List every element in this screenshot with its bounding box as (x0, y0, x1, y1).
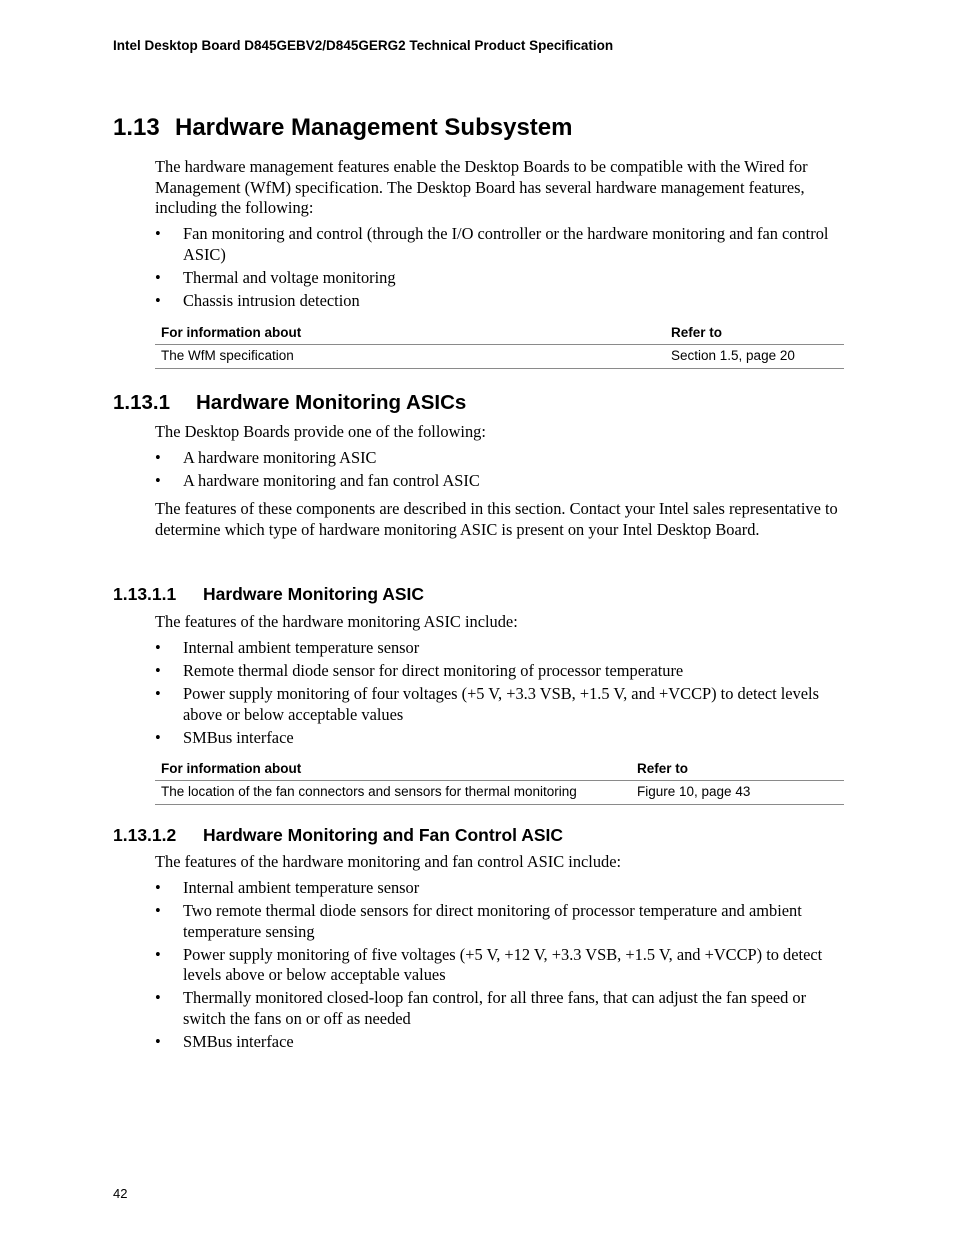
page-number: 42 (113, 1186, 128, 1201)
bullet-icon: • (155, 901, 161, 920)
bullet-icon: • (155, 638, 161, 657)
section-1-13-intro: The hardware management features enable the Desktop Boards to be compatible with the Wired for Management (WfM) specification. The Desktop Board has several hardware management features, including the following: (155, 157, 808, 218)
section-1-13-1-2-bullet-list (155, 878, 845, 1055)
table-row (155, 781, 844, 805)
section-1-13-1-2-intro: The features of the hardware monitoring and fan control ASIC include: (155, 852, 622, 871)
bullet-icon: • (155, 684, 161, 703)
bullet-icon: • (155, 944, 161, 964)
bullet-icon: • (155, 471, 161, 490)
bullet-icon: • (155, 878, 161, 897)
section-title: Hardware Monitoring and Fan Control ASIC (203, 825, 564, 845)
bullet-icon: • (155, 448, 161, 467)
list-item: • SMBus interface (155, 727, 294, 747)
column-header: Refer to (665, 322, 844, 345)
table-cell: Figure 10, page 43 (631, 781, 844, 805)
section-1-13-1-intro: The Desktop Boards provide one of the following: (155, 422, 486, 441)
reference-table-fan-connectors (155, 758, 844, 805)
list-item: • Chassis intrusion detection (155, 290, 360, 310)
list-item: • Thermal and voltage monitoring (155, 267, 396, 287)
section-1-13-1-outro: The features of these components are described in this section. Contact your Intel sales representative to determine which type of hardware monitoring ASIC is present on your Intel Desktop Board. (155, 499, 838, 539)
list-item: • SMBus interface (155, 1032, 294, 1052)
bullet-icon: • (155, 727, 161, 747)
list-item: • Power supply monitoring of four voltages (+5 V, +3.3 VSB, +1.5 V, and +VCCP) to detect levels above or below acceptable values (155, 684, 819, 724)
table-row (155, 345, 844, 369)
list-item: • Remote thermal diode sensor for direct monitoring of processor temperature (155, 661, 684, 680)
section-heading-1-13 (113, 114, 572, 142)
section-1-13-1-1-bullet-list (155, 638, 845, 751)
section-heading-1-13-1 (113, 391, 466, 415)
section-1-13-1-bullet-list (155, 448, 845, 494)
column-header: For information about (155, 758, 631, 781)
table-cell: Section 1.5, page 20 (665, 345, 844, 369)
list-item: • Two remote thermal diode sensors for direct monitoring of processor temperature and ambient temperature sensing (155, 901, 802, 941)
list-item: • Internal ambient temperature sensor (155, 878, 420, 897)
running-header: Intel Desktop Board D845GEBV2/D845GERG2 Technical Product Specification (113, 38, 614, 53)
table-header-row (155, 758, 844, 781)
section-heading-1-13-1-1 (113, 584, 424, 605)
bullet-icon: • (155, 1032, 161, 1052)
bullet-icon: • (155, 224, 161, 243)
section-number: 1.13 (113, 114, 160, 141)
list-item: • Internal ambient temperature sensor (155, 638, 420, 657)
section-title: Hardware Monitoring ASIC (203, 584, 425, 604)
reference-table-wfm (155, 322, 844, 369)
bullet-icon: • (155, 290, 161, 310)
column-header: For information about (155, 322, 665, 345)
section-1-13-bullet-list (155, 224, 845, 314)
bullet-icon: • (155, 267, 161, 287)
list-item: • A hardware monitoring and fan control ASIC (155, 471, 480, 490)
column-header: Refer to (631, 758, 844, 781)
table-header-row (155, 322, 844, 345)
section-number: 1.13.1.2 (113, 825, 177, 845)
table-cell: The WfM specification (155, 345, 665, 369)
bullet-icon: • (155, 661, 161, 680)
bullet-icon: • (155, 988, 161, 1008)
section-number: 1.13.1.1 (113, 584, 177, 604)
list-item: • Fan monitoring and control (through the I/O controller or the hardware monitoring and fan control ASIC) (155, 224, 829, 264)
section-1-13-1-1-intro: The features of the hardware monitoring ASIC include: (155, 612, 518, 631)
section-heading-1-13-1-2 (113, 825, 563, 846)
list-item: • Thermally monitored closed-loop fan control, for all three fans, that can adjust the fan speed or switch the fans on or off as needed (155, 988, 807, 1029)
list-item: • A hardware monitoring ASIC (155, 448, 377, 467)
list-item: • Power supply monitoring of five voltages (+5 V, +12 V, +3.3 VSB, +1.5 V, and +VCCP) to detect levels above or below acceptable values (155, 944, 823, 985)
section-title: Hardware Management Subsystem (175, 114, 573, 141)
section-number: 1.13.1 (113, 391, 170, 414)
section-title: Hardware Monitoring ASICs (196, 391, 467, 414)
table-cell: The location of the fan connectors and sensors for thermal monitoring (155, 781, 631, 805)
